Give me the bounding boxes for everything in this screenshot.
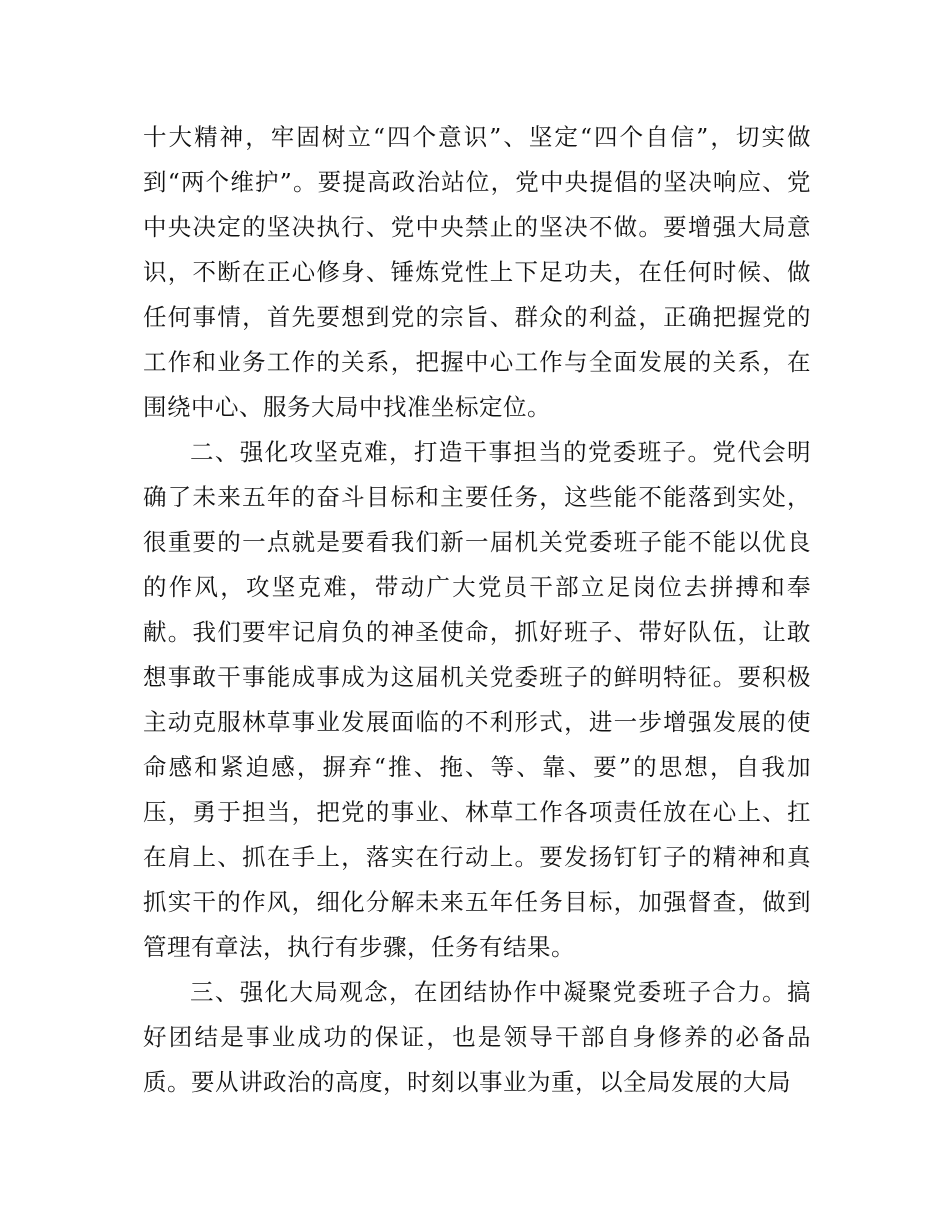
document-body bbox=[143, 115, 811, 1105]
paragraph-3: 三、强化大局观念，在团结协作中凝聚党委班子合力。搞好团结是事业成功的保证，也是领导干部自身修养的必备品质。要从讲政治的高度，时刻以事业为重，以全局发展的大局 bbox=[143, 978, 811, 1096]
paragraph-1: 十大精神，牢固树立“四个意识”、坚定“四个自信”，切实做到“两个维护”。要提高政治站位，党中央提倡的坚决响应、党中央决定的坚决执行、党中央禁止的坚决不做。要增强大局意识，不断在正心修身、锤炼党性上下足功夫，在任何时候、做任何事情，首先要想到党的宗旨、群众的利益，正确把握党的工作和业务工作的关系，把握中心工作与全面发展的关系，在围绕中心、服务大局中找准坐标定位。 bbox=[143, 123, 811, 421]
paragraph-2: 二、强化攻坚克难，打造干事担当的党委班子。党代会明确了未来五年的奋斗目标和主要任务，这些能不能落到实处，很重要的一点就是要看我们新一届机关党委班子能不能以优良的作风，攻坚克难，带动广大党员干部立足岗位去拼搏和奉献。我们要牢记肩负的神圣使命，抓好班子、带好队伍，让敢想事敢干事能成事成为这届机关党委班子的鲜明特征。要积极主动克服林草事业发展面临的不利形式，进一步增强发展的使命感和紧迫感，摒弃“推、拖、等、靠、要”的思想，自我加压，勇于担当，把党的事业、林草工作各项责任放在心上、扛在肩上、抓在手上，落实在行动上。要发扬钉钉子的精神和真抓实干的作风，细化分解未来五年任务目标，加强督查，做到管理有章法，执行有步骤，任务有结果。 bbox=[143, 438, 811, 961]
